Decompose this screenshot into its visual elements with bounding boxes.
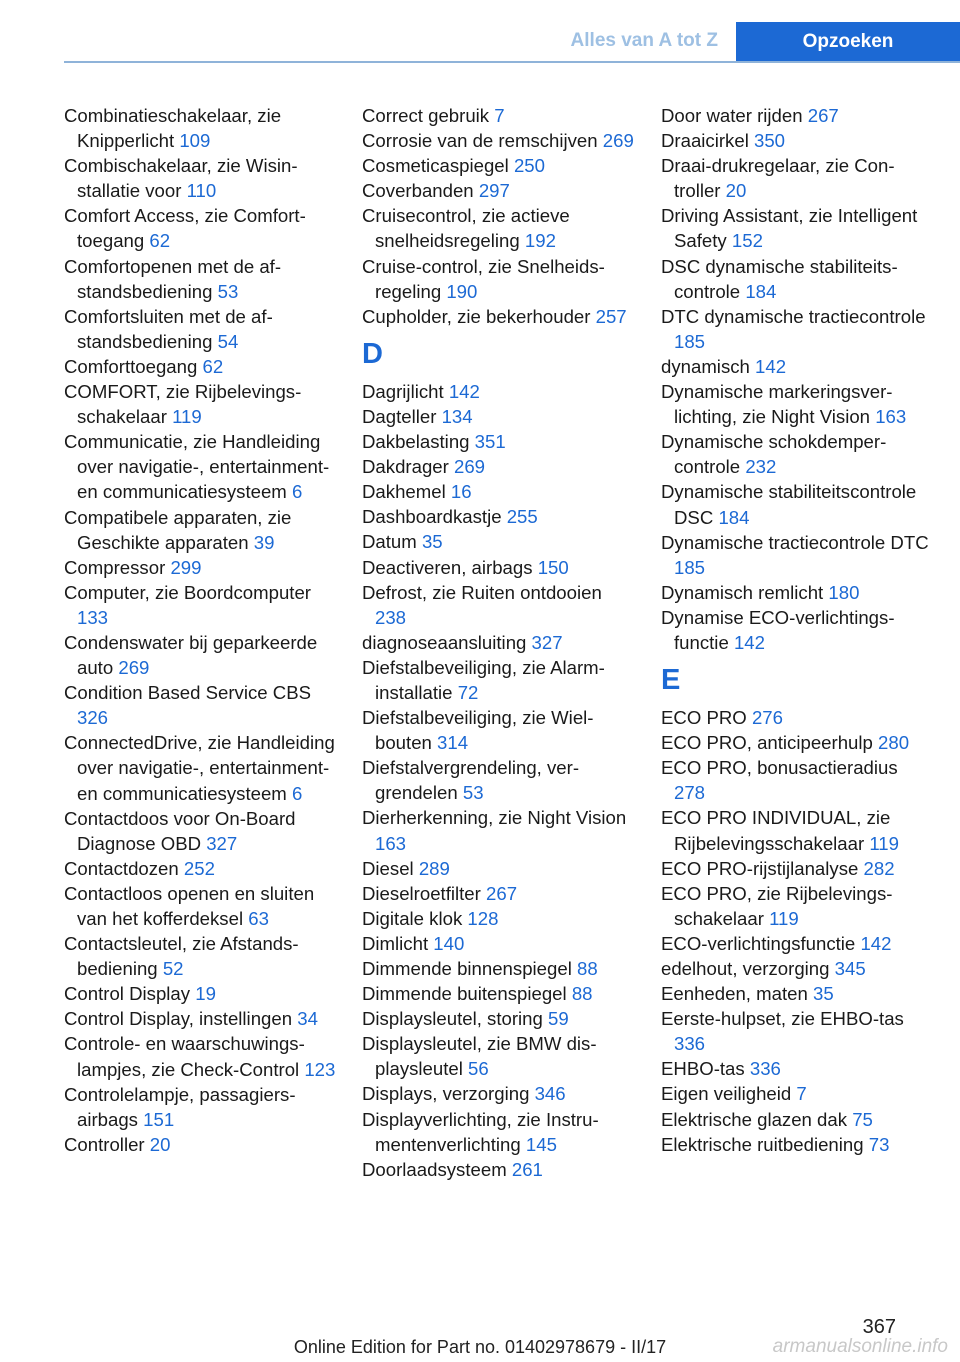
index-entry	[362, 655, 634, 705]
page-reference-link[interactable]: 326	[77, 707, 109, 729]
index-entry	[661, 981, 933, 1006]
page-reference-link[interactable]: 119	[869, 832, 899, 854]
index-entry	[362, 1157, 634, 1182]
section-label[interactable]: Alles van A tot Z	[570, 30, 718, 51]
index-entry	[362, 379, 634, 404]
page-reference-link[interactable]: 34	[297, 1008, 318, 1030]
page-reference-link[interactable]: 327	[531, 631, 563, 653]
index-entry	[64, 203, 336, 253]
index-entry-term: dynamisch	[661, 355, 750, 377]
page-reference-link[interactable]: 54	[217, 330, 239, 352]
page-reference-link[interactable]: 250	[513, 155, 545, 177]
index-entry-term: ECO PRO, zie Rijbelevingsschakelaar	[661, 882, 893, 929]
index-entry-term: Dimmende binnenspiegel	[362, 958, 572, 979]
index-entry	[362, 128, 634, 153]
index-entry	[64, 806, 336, 856]
index-entry	[661, 354, 933, 379]
page-header	[0, 0, 960, 62]
index-entry-term: Combischakelaar, zie Wisinstallatie voor	[64, 155, 298, 202]
index-entry-term: Corrosie van de remschijven	[362, 130, 598, 152]
page-reference-link[interactable]: 238	[375, 606, 407, 628]
index-entry	[362, 805, 634, 855]
index-entry-term: Correct gebruik	[362, 105, 490, 126]
index-entry-term: Dieselroetfilter	[362, 882, 481, 904]
index-entry-term: Dakdrager	[362, 456, 449, 478]
page-reference-link[interactable]: 278	[674, 782, 706, 804]
index-entry	[661, 1056, 933, 1081]
index-entry-term: Controlelampje, passagiersairbags	[64, 1083, 296, 1130]
index-letter-heading: D	[362, 337, 383, 370]
page-reference-link[interactable]: 255	[506, 506, 538, 528]
index-entry-term: Dakbelasting	[362, 431, 470, 453]
page-reference-link[interactable]: 140	[433, 932, 465, 954]
index-entry	[661, 1081, 933, 1106]
index-entry	[661, 429, 933, 479]
page-reference-link[interactable]: 75	[852, 1108, 873, 1130]
page-reference-link[interactable]: 109	[179, 130, 211, 152]
page-reference-link[interactable]: 269	[118, 657, 150, 679]
index-entry	[661, 856, 933, 881]
index-entry	[362, 881, 634, 906]
page-reference-link[interactable]: 192	[524, 230, 556, 252]
page-reference-link[interactable]: 282	[863, 857, 895, 879]
index-entry-term: Eigen veiligheid	[661, 1083, 792, 1105]
index-entry	[64, 630, 336, 680]
tab-opzoeken[interactable]: Opzoeken	[736, 22, 960, 62]
index-entry	[64, 1031, 336, 1081]
index-entry-term: Cruise-control, zie Snelheidsregeling	[362, 255, 605, 302]
index-entry	[362, 178, 634, 203]
index-entry	[362, 153, 634, 178]
page-reference-link[interactable]: 336	[674, 1033, 706, 1055]
page-reference-link[interactable]: 257	[595, 305, 627, 327]
index-entry	[362, 304, 634, 329]
page-reference-link[interactable]: 20	[725, 180, 747, 202]
page-reference-link[interactable]: 261	[511, 1158, 543, 1180]
index-entry-term: Dynamische schokdempercontrole	[661, 431, 887, 478]
index-entry	[661, 203, 933, 253]
page-reference-link[interactable]: 180	[828, 581, 860, 603]
index-entry	[362, 1006, 634, 1031]
page-reference-link[interactable]: 123	[304, 1058, 336, 1080]
index-entry	[362, 755, 634, 805]
index-entry	[362, 1031, 634, 1081]
index-entry-term: Dakhemel	[362, 481, 446, 503]
index-entry	[362, 630, 634, 655]
index-entry	[362, 1081, 634, 1106]
index-entry-term: Defrost, zie Ruiten ontdooien	[362, 581, 602, 603]
index-entry-term: Displaysleutel, storing	[362, 1008, 543, 1030]
page-reference-link[interactable]: 150	[537, 556, 569, 578]
index-entry-term: Cruisecontrol, zie actieve snelheidsregeling	[362, 205, 570, 252]
index-entry	[362, 856, 634, 881]
index-entry-term: Contactloos openen en sluiten van het kofferdeksel	[64, 882, 315, 929]
page-reference-link[interactable]: 145	[525, 1133, 557, 1155]
index-entry-term: Comfortopenen met de afstandsbediening	[64, 255, 282, 302]
page-reference-link[interactable]: 163	[375, 832, 407, 854]
index-entry	[64, 153, 336, 203]
index-entry	[362, 454, 634, 479]
index-entry	[661, 530, 933, 580]
index-entry	[661, 254, 933, 304]
index-entry-term: Control Display, instellingen	[64, 1008, 293, 1030]
page-reference-link[interactable]: 163	[875, 406, 907, 428]
index-entry	[661, 1107, 933, 1132]
index-entry	[64, 555, 336, 580]
watermark: armanualsonline.info	[772, 1336, 948, 1357]
index-entry-term: ConnectedDrive, zie Handleiding over navigatie-, entertainment- en communicatiesysteem	[64, 732, 335, 804]
page-reference-link[interactable]: 152	[731, 230, 763, 252]
index-column-2	[362, 103, 634, 1182]
page-reference-link[interactable]: 35	[421, 531, 443, 553]
page-reference-link[interactable]: 232	[745, 456, 777, 478]
page-reference-link[interactable]: 19	[195, 983, 216, 1005]
index-entry	[64, 379, 336, 429]
index-entry	[64, 981, 336, 1006]
index-entry	[64, 304, 336, 354]
index-entry-term: Dynamische markeringsverlichting, zie Night Vision	[661, 381, 893, 428]
page-reference-link[interactable]: 336	[749, 1058, 781, 1080]
index-entry-term: EHBO-tas	[661, 1058, 745, 1080]
index-entry-term: ECO PRO, bonusactieradius	[661, 757, 898, 779]
page-reference-link[interactable]: 134	[441, 405, 473, 427]
page-number: 367	[862, 1316, 896, 1338]
index-entry-term: Driving Assistant, zie Intelligent Safety	[661, 205, 918, 252]
index-entry-term: Draai-drukregelaar, zie Controller	[661, 155, 895, 202]
index-entry	[661, 1132, 933, 1157]
index-entry	[64, 103, 336, 153]
index-entry-term: Dimlicht	[362, 932, 429, 954]
page-reference-link[interactable]: 73	[868, 1133, 890, 1155]
index-entry-term: Comfort Access, zie Comforttoegang	[64, 205, 306, 252]
page-reference-link[interactable]: 350	[754, 130, 786, 152]
page-reference-link[interactable]: 276	[751, 707, 783, 729]
index-entry	[64, 580, 336, 630]
index-entry-term: Dagteller	[362, 405, 437, 427]
index-entry	[64, 1132, 336, 1157]
index-entry-term: Displayverlichting, zie Instrumentenverlichting	[362, 1108, 599, 1155]
page-reference-link[interactable]: 190	[446, 280, 478, 302]
page-reference-link[interactable]: 35	[812, 983, 834, 1005]
index-entry-term: Doorlaadsysteem	[362, 1158, 507, 1180]
index-entry-term: Controle- en waarschuwingslampjes, zie Check-Control	[64, 1033, 305, 1080]
index-entry	[661, 479, 933, 529]
page-reference-link[interactable]: 7	[494, 105, 505, 126]
page-reference-link[interactable]: 346	[534, 1083, 566, 1105]
index-entry	[661, 153, 933, 203]
index-entry-term: Eerste-hulpset, zie EHBO-tas	[661, 1008, 904, 1030]
index-entry-term: diagnoseaansluiting	[362, 631, 527, 653]
index-entry-term: Dagrijlicht	[362, 380, 444, 402]
index-entry	[64, 856, 336, 881]
page-reference-link[interactable]: 119	[172, 406, 202, 428]
index-entry	[661, 931, 933, 956]
page-reference-link[interactable]: 59	[548, 1008, 569, 1030]
index-entry	[362, 1107, 634, 1157]
index-entry	[661, 730, 933, 755]
index-entry-term: Comfortsluiten met de afstandsbediening	[64, 305, 273, 352]
index-entry	[661, 956, 933, 981]
index-entry-term: ECO PRO, anticipeerhulp	[661, 732, 873, 754]
index-entry	[661, 379, 933, 429]
index-entry-term: Door water rijden	[661, 105, 803, 126]
index-entry	[661, 103, 933, 128]
page-reference-link[interactable]: 88	[577, 958, 598, 979]
index-entry	[661, 705, 933, 730]
index-entry-term: Communicatie, zie Handleiding over navigatie-, entertainment- en communicatiesysteem	[64, 431, 330, 503]
page-reference-link[interactable]: 39	[253, 531, 275, 553]
index-entry	[64, 254, 336, 304]
index-entry-term: Comforttoegang	[64, 355, 198, 377]
page-reference-link[interactable]: 133	[77, 606, 109, 628]
index-entry-term: ECO-verlichtingsfunctie	[661, 932, 856, 954]
index-entry-term: Elektrische glazen dak	[661, 1108, 848, 1130]
page-reference-link[interactable]: 327	[206, 832, 238, 854]
index-entry-term: Datum	[362, 531, 417, 553]
index-entry	[64, 505, 336, 555]
index-entry-term: Diefstalvergrendeling, vergrendelen	[362, 757, 580, 804]
index-entry	[64, 931, 336, 981]
index-entry-term: Displaysleutel, zie BMW displaysleutel	[362, 1033, 597, 1080]
index-entry-term: COMFORT, zie Rijbelevingsschakelaar	[64, 381, 302, 428]
index-entry	[362, 103, 634, 128]
index-entry-term: Eenheden, maten	[661, 983, 808, 1005]
page-reference-link[interactable]: 128	[467, 907, 499, 929]
index-entry-term: Dynamische tractiecontrole DTC	[661, 531, 929, 553]
index-entry	[362, 203, 634, 253]
page-reference-link[interactable]: 20	[149, 1133, 171, 1155]
page-reference-link[interactable]: 62	[202, 355, 224, 377]
index-entry-term: DTC dynamische tractiecontrole	[661, 305, 926, 327]
index-entry-term: Control Display	[64, 983, 191, 1005]
page-reference-link[interactable]: 267	[486, 882, 518, 904]
index-entry	[64, 429, 336, 504]
index-entry	[362, 504, 634, 529]
page-reference-link[interactable]: 110	[186, 180, 217, 202]
index-entry	[64, 680, 336, 730]
index-entry-term: Coverbanden	[362, 180, 474, 202]
index-entry	[661, 605, 933, 655]
page-reference-link[interactable]: 142	[860, 932, 892, 954]
header-divider	[64, 61, 960, 63]
index-entry-term: Condenswater bij geparkeerde auto	[64, 631, 318, 679]
index-column-1	[64, 103, 336, 1157]
index-entry-term: Dierherkenning, zie Night Vision	[362, 807, 627, 829]
page-reference-link[interactable]: 185	[674, 330, 706, 352]
page-reference-link[interactable]: 299	[170, 556, 202, 578]
page-reference-link[interactable]: 53	[217, 280, 239, 302]
index-entry-term: Computer, zie Boordcomputer	[64, 581, 312, 603]
index-entry-term: DSC dynamische stabiliteitscontrole	[661, 255, 898, 302]
page-reference-link[interactable]: 184	[745, 280, 777, 302]
index-entry	[362, 479, 634, 504]
index-entry-term: Dashboardkastje	[362, 506, 502, 528]
page-reference-link[interactable]: 142	[733, 631, 765, 653]
index-entry-term: Combinatieschakelaar, zie Knipperlicht	[64, 105, 282, 152]
index-entry	[362, 931, 634, 956]
page-reference-link[interactable]: 63	[248, 908, 269, 929]
page-reference-link[interactable]: 280	[878, 732, 910, 754]
page-reference-link[interactable]: 6	[291, 782, 303, 804]
index-column-3	[661, 103, 933, 1157]
index-entry	[362, 956, 634, 981]
index-entry	[661, 304, 933, 354]
index-entry-term: Dynamise ECO-verlichtingsfunctie	[661, 606, 895, 653]
index-entry	[64, 1006, 336, 1031]
index-entry	[362, 705, 634, 755]
page-reference-link[interactable]: 62	[149, 230, 171, 252]
index-entry-term: Contactdoos voor On-Board Diagnose OBD	[64, 807, 296, 854]
index-entry-term: Compressor	[64, 556, 166, 578]
index-entry	[362, 429, 634, 454]
index-letter-heading: E	[661, 664, 681, 697]
page-reference-link[interactable]: 53	[462, 782, 484, 804]
index-entry	[64, 730, 336, 805]
page-reference-link[interactable]: 88	[571, 983, 593, 1005]
index-entry-term: Deactiveren, airbags	[362, 556, 533, 578]
index-entry-term: ECO PRO	[661, 707, 747, 729]
page-reference-link[interactable]: 72	[457, 681, 479, 703]
page-reference-link[interactable]: 185	[674, 556, 706, 578]
index-entry-term: Controller	[64, 1133, 145, 1155]
index-entry	[362, 580, 634, 630]
index-entry-term: ECO PRO INDIVIDUAL, zie Rijbelevingsschakelaar	[661, 807, 891, 854]
index-entry-term: Draaicirkel	[661, 130, 749, 152]
index-entry	[362, 254, 634, 304]
page-reference-link[interactable]: 351	[474, 431, 506, 453]
page-reference-link[interactable]: 184	[718, 506, 750, 528]
edition-footer: Online Edition for Part no. 01402978679 - II/17	[293, 1337, 667, 1357]
index-entry-term: Contactdozen	[64, 857, 179, 879]
page-reference-link[interactable]: 289	[418, 857, 450, 879]
page-reference-link[interactable]: 269	[602, 130, 634, 152]
index-entry-term: Dimmende buitenspiegel	[362, 983, 567, 1005]
index-entry-term: Digitale klok	[362, 907, 463, 929]
page-reference-link[interactable]: 142	[755, 355, 787, 377]
index-entry-term: ECO PRO-rijstijlanalyse	[661, 857, 859, 879]
index-entry	[661, 128, 933, 153]
index-entry	[661, 881, 933, 931]
index-entry	[362, 555, 634, 580]
page-reference-link[interactable]: 252	[183, 857, 215, 879]
index-entry-term: Cupholder, zie bekerhouder	[362, 305, 591, 327]
page-reference-link[interactable]: 52	[162, 958, 184, 980]
index-entry-term: Displays, verzorging	[362, 1083, 530, 1105]
page-reference-link[interactable]: 119	[769, 907, 799, 929]
index-entry	[362, 906, 634, 931]
page-reference-link[interactable]: 297	[478, 180, 510, 202]
index-entry	[661, 1006, 933, 1056]
index-entry	[362, 529, 634, 554]
index-entry-term: edelhout, verzorging	[661, 958, 830, 979]
index-entry-term: Compatibele apparaten, zie Geschikte apparaten	[64, 506, 292, 553]
page-reference-link[interactable]: 16	[450, 481, 472, 503]
page-reference-link[interactable]: 56	[468, 1058, 489, 1080]
page-reference-link[interactable]: 151	[143, 1108, 175, 1130]
index-entry	[64, 354, 336, 379]
index-entry	[362, 981, 634, 1006]
page-reference-link[interactable]: 142	[448, 380, 480, 402]
index-entry	[64, 881, 336, 931]
index-entry-term: Diefstalbeveiliging, zie Wielbouten	[362, 707, 594, 754]
page-reference-link[interactable]: 6	[291, 481, 303, 503]
index-entry	[661, 755, 933, 805]
page-reference-link[interactable]: 267	[807, 105, 839, 126]
index-entry	[362, 404, 634, 429]
index-entry-term: Diesel	[362, 857, 414, 879]
index-entry	[661, 805, 933, 855]
index-entry-term: Elektrische ruitbediening	[661, 1133, 864, 1155]
page-reference-link[interactable]: 345	[834, 958, 866, 979]
index-entry-term: Diefstalbeveiliging, zie Alarminstallatie	[362, 656, 605, 703]
index-entry	[661, 580, 933, 605]
index-entry-term: Dynamische stabiliteitscontrole DSC	[661, 481, 917, 528]
index-entry-term: Contactsleutel, zie Afstandsbediening	[64, 933, 299, 980]
page-reference-link[interactable]: 7	[796, 1083, 807, 1105]
page-reference-link[interactable]: 269	[454, 456, 486, 478]
index-entry	[64, 1082, 336, 1132]
index-entry-term: Cosmeticaspiegel	[362, 155, 509, 177]
index-entry-term: Dynamisch remlicht	[661, 581, 824, 603]
index-entry-term: Condition Based Service CBS	[64, 682, 312, 704]
page-reference-link[interactable]: 314	[437, 732, 469, 754]
